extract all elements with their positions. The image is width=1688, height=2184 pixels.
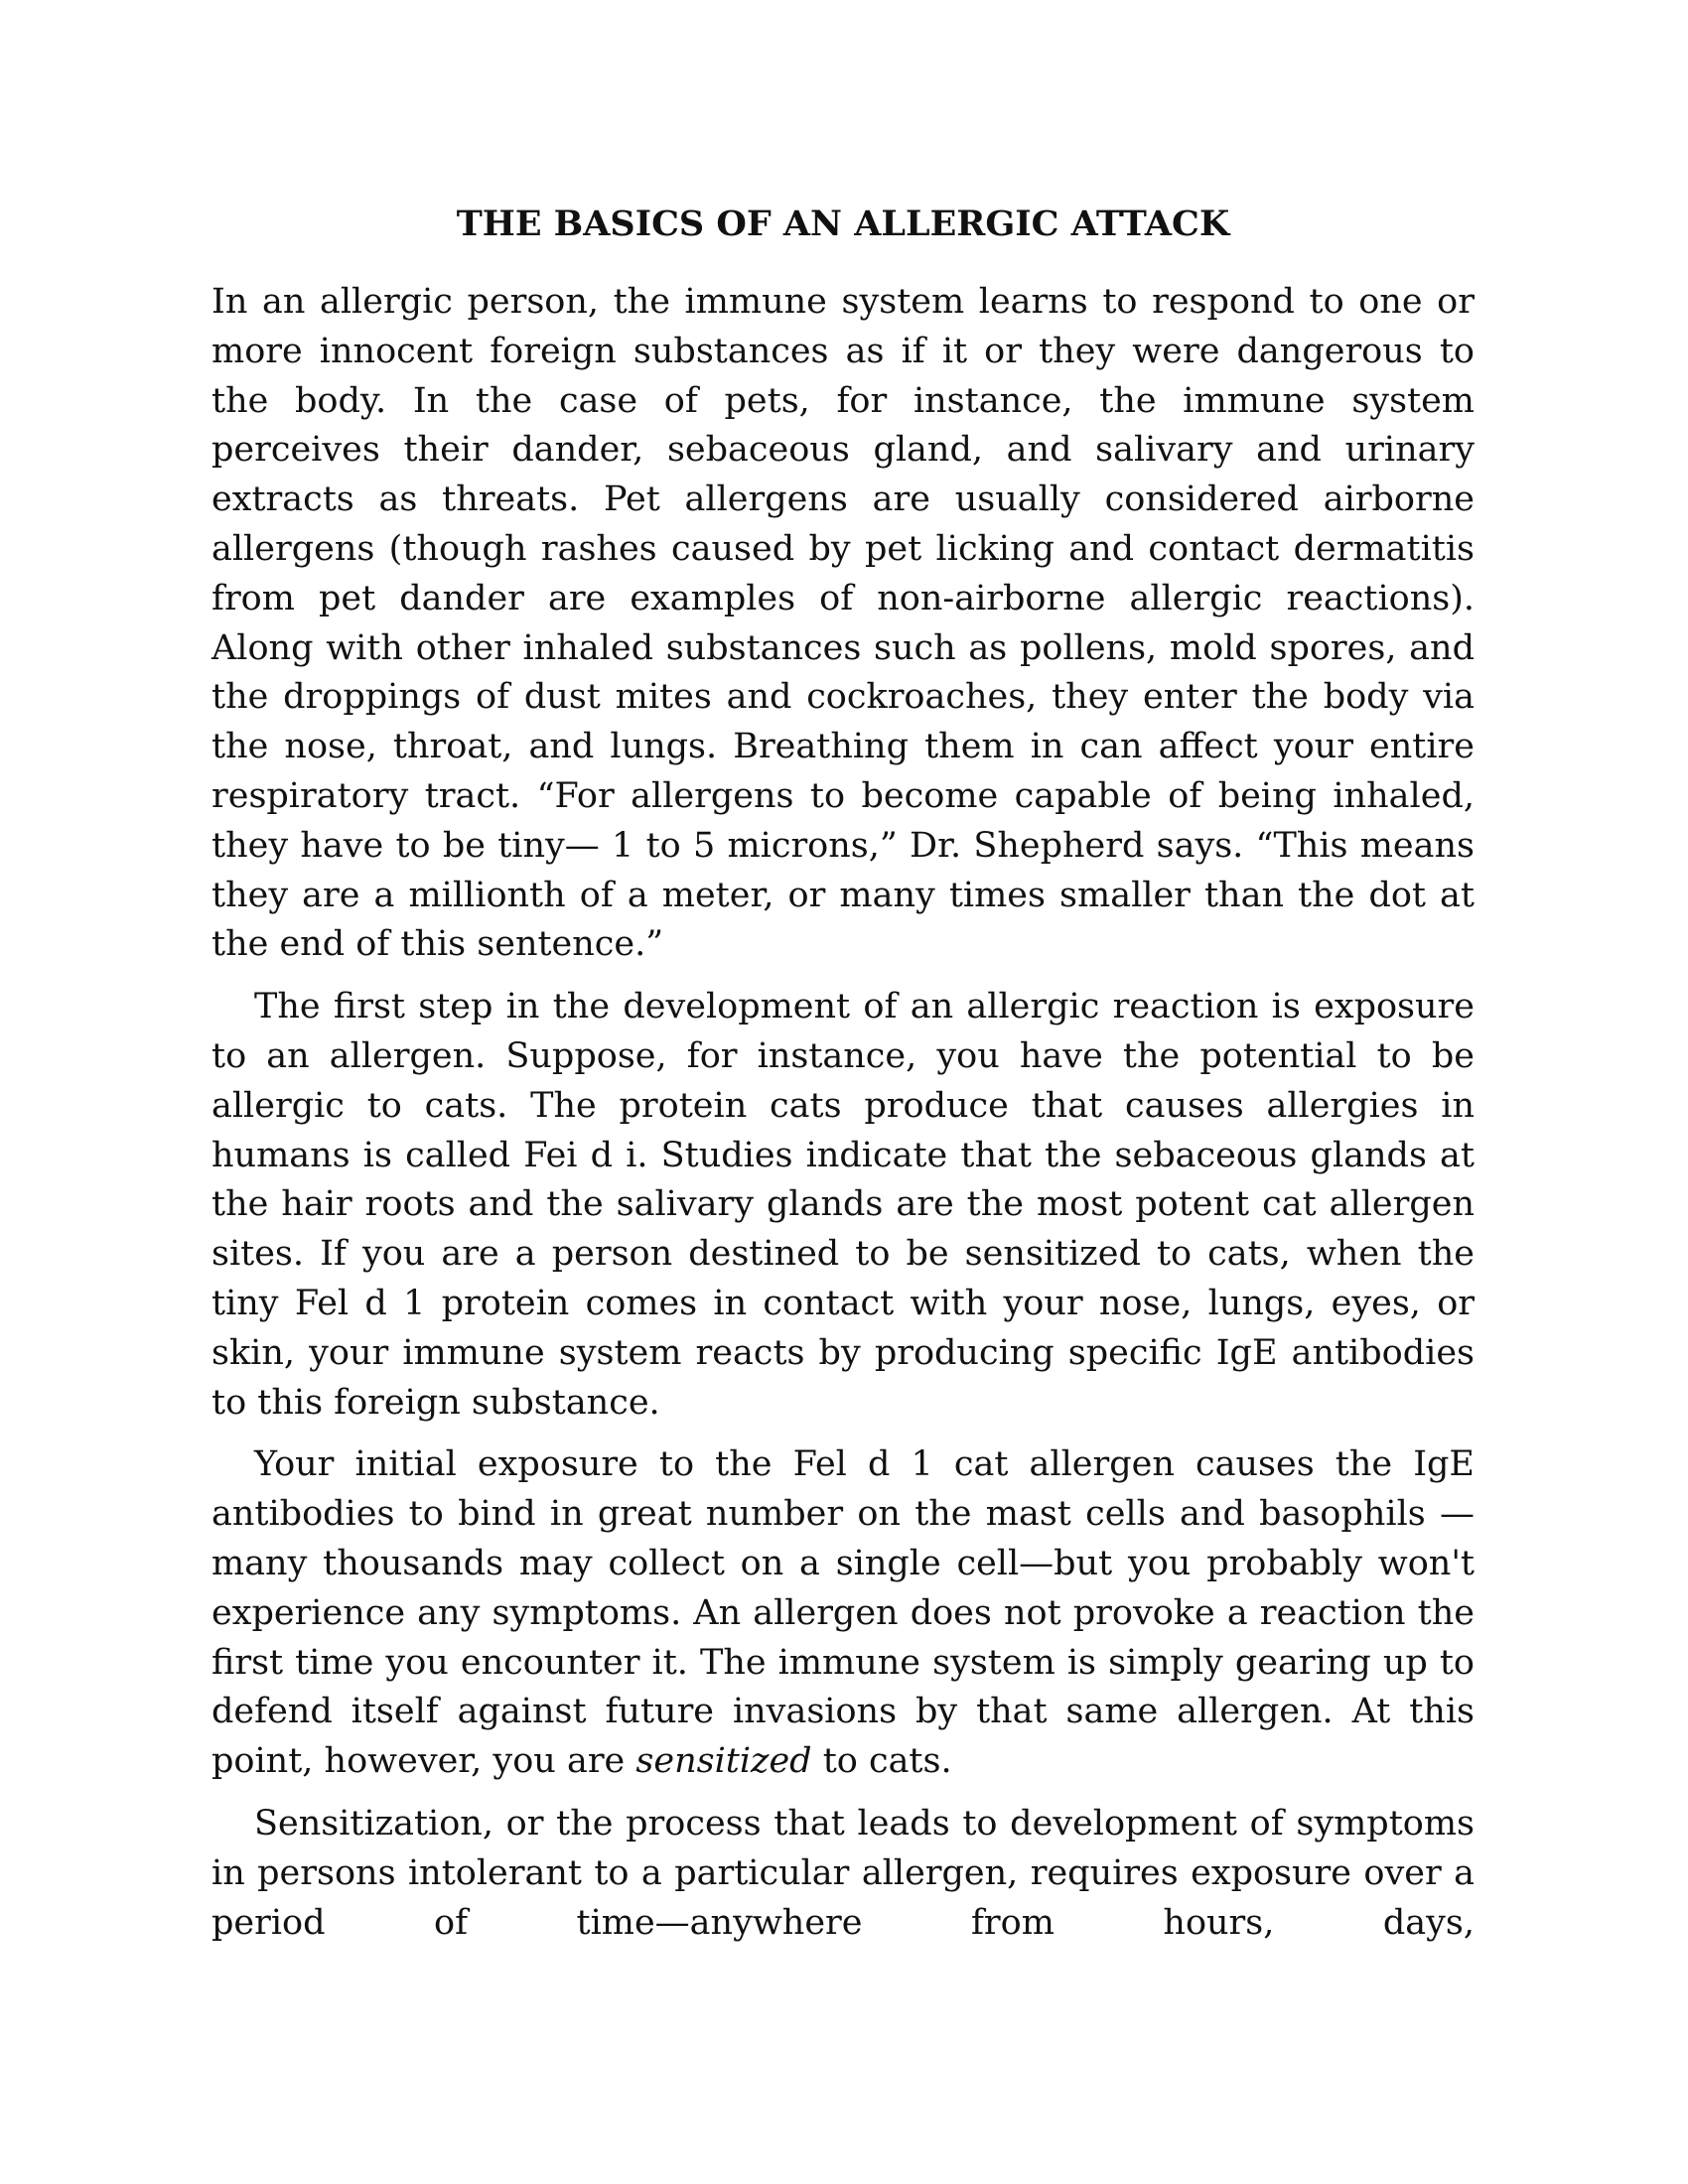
document-heading: THE BASICS OF AN ALLERGIC ATTACK — [456, 204, 1230, 244]
document-page — [211, 197, 1475, 1961]
paragraph-3-text-before: Your initial exposure to the Fel d 1 cat allergen causes the IgE antibodies to bind in great number on the mast cells and basophils —many thousands may collect on a single cell—but you probably won't experience any symptoms. An allergen does not provoke a reaction the first time you encounter it. The immune system is simply gearing up to defend itself against future invasions by that same allergen. At this point, however, you are — [211, 1444, 1475, 1782]
paragraph-1: In an allergic person, the immune system learns to respond to one or more innocent foreign substances as if it or they were dangerous to the body. In the case of pets, for instance, the immune system perceives their dander, sebaceous gland, and salivary and urinary extracts as threats. Pet allergens are usually considered airborne allergens (though rashes caused by pet licking and contact dermatitis from pet dander are examples of non-airborne allergic reactions). Along with other inhaled substances such as pollens, mold spores, and the droppings of dust mites and cockroaches, they enter the body via the nose, throat, and lungs. Breathing them in can affect your entire respiratory tract. “For allergens to become capable of being inhaled, they have to be tiny— 1 to 5 microns,” Dr. Shepherd says. “This means they are a millionth of a meter, or many times smaller than the dot at the end of this sentence.” — [211, 282, 1475, 965]
paragraph-2: The first step in the development of an allergic reaction is exposure to an allergen. Suppose, for instance, you have the potential to be allergic to cats. The protein cats produce that causes allergies in humans is called Fei d i. Studies indicate that the sebaceous glands at the hair roots and the salivary glands are the most potent cat allergen sites. If you are a person destined to be sensitized to cats, when the tiny Fel d 1 protein comes in contact with your nose, lungs, eyes, or skin, your immune system reacts by producing specific IgE antibodies to this foreign substance. — [211, 987, 1475, 1423]
paragraph-3 — [211, 1440, 1475, 1787]
paragraph-4: Sensitization, or the process that leads to development of symptoms in persons intolerant to a particular allergen, requires exposure over a period of time—anywhere from hours, days, — [211, 1803, 1475, 1943]
paragraph-3-emphasis: sensitized — [635, 1741, 812, 1782]
paragraph-3-text-after: to cats. — [811, 1741, 952, 1782]
